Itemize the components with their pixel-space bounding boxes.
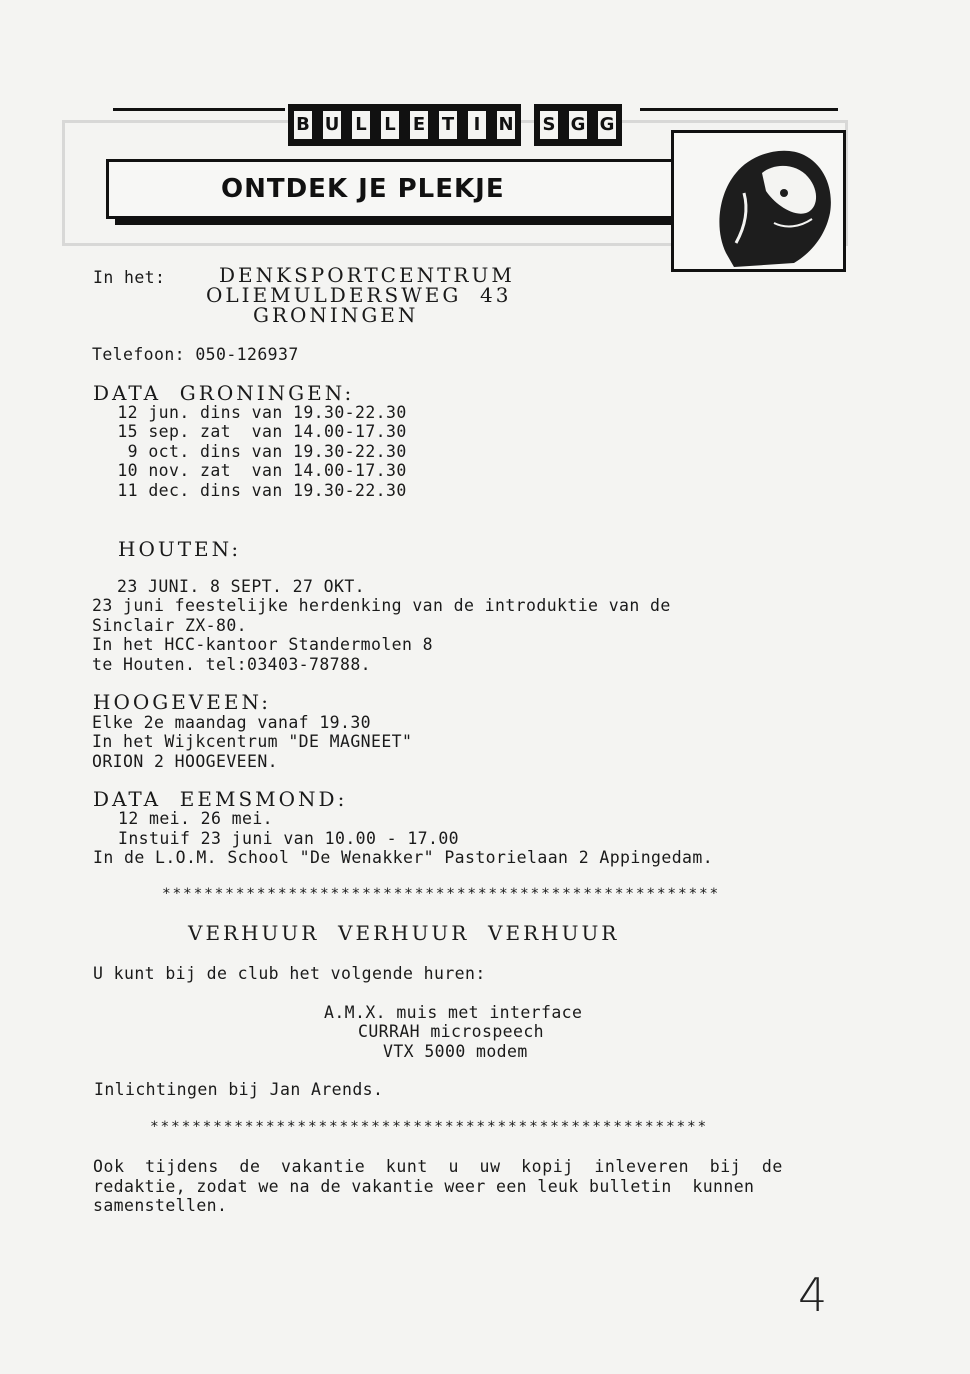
phone-line: Telefoon: 050-126937 — [92, 345, 299, 364]
banner-letter-tile — [592, 104, 622, 146]
banner-letter: B — [292, 109, 314, 141]
venue-name-line3: GRONINGEN — [253, 303, 419, 327]
page-title: ONTDEK JE PLEKJE — [221, 174, 505, 204]
banner-letter: I — [466, 109, 488, 141]
banner-letter: G — [596, 109, 618, 141]
banner-letter: L — [350, 109, 372, 141]
banner-letter: U — [321, 109, 343, 141]
verhuur-item: VTX 5000 modem — [383, 1042, 528, 1061]
banner-letter: S — [538, 109, 560, 141]
verhuur-item: A.M.X. muis met interface — [324, 1003, 583, 1022]
banner-letter-tile — [288, 104, 318, 146]
houten-line2: Sinclair ZX-80. — [92, 616, 248, 635]
title-box — [106, 159, 702, 219]
portrait-illustration — [674, 133, 843, 269]
eemsmond-line1: 12 mei. 26 mei. — [118, 809, 274, 828]
closing-line2: redaktie, zodat we na de vakantie weer een leuk bulletin kunnen — [93, 1177, 755, 1196]
banner-letter: L — [379, 109, 401, 141]
groningen-heading: DATA GRONINGEN: — [93, 381, 355, 405]
hoogeveen-line2: In het Wijkcentrum "DE MAGNEET" — [92, 732, 413, 751]
eemsmond-line3: In de L.O.M. School "De Wenakker" Pastorielaan 2 Appingedam. — [93, 848, 714, 867]
banner-letter-tile — [346, 104, 376, 146]
groningen-date-row: 11 dec. dins van 19.30-22.30 — [107, 481, 407, 500]
banner-letter-tile — [404, 104, 434, 146]
groningen-date-row: 9 oct. dins van 19.30-22.30 — [107, 442, 407, 461]
banner-rule-left — [113, 108, 285, 111]
separator-stars: ***************************************************** — [150, 1119, 709, 1135]
houten-dates: 23 JUNI. 8 SEPT. 27 OKT. — [117, 577, 366, 596]
venue-name-line2: OLIEMULDERSWEG 43 — [206, 283, 512, 307]
closing-line1: Ook tijdens de vakantie kunt u uw kopij inleveren bij de — [93, 1157, 783, 1176]
banner-letter-tile — [563, 104, 593, 146]
banner-letter-tile — [491, 104, 521, 146]
groningen-date-row: 12 jun. dins van 19.30-22.30 — [107, 403, 407, 422]
banner-letter-tile — [317, 104, 347, 146]
banner-letter: E — [408, 109, 430, 141]
hoogeveen-heading: HOOGEVEEN: — [93, 690, 271, 714]
banner-rule-right — [640, 108, 838, 111]
banner-letter: T — [437, 109, 459, 141]
verhuur-heading: VERHUUR VERHUUR VERHUUR — [188, 921, 620, 945]
groningen-date-row: 15 sep. zat van 14.00-17.30 — [107, 422, 407, 441]
houten-heading: HOUTEN: — [118, 537, 242, 561]
showthrough-numeral — [115, 1260, 175, 1329]
banner-letter: N — [495, 109, 517, 141]
banner-letter-tile — [534, 104, 564, 146]
houten-line1: 23 juni feestelijke herdenking van de introduktie van de — [92, 596, 671, 615]
banner-letter-tile — [375, 104, 405, 146]
venue-label: In het: — [93, 268, 166, 287]
houten-line4: te Houten. tel:03403-78788. — [92, 655, 372, 674]
venue-name-line1: DENKSPORTCENTRUM — [219, 263, 515, 287]
portrait-image — [671, 130, 846, 272]
banner-letter: G — [567, 109, 589, 141]
verhuur-intro: U kunt bij de club het volgende huren: — [93, 964, 486, 983]
verhuur-info: Inlichtingen bij Jan Arends. — [94, 1080, 384, 1099]
separator-stars: ***************************************************** — [162, 886, 721, 902]
verhuur-item: CURRAH microspeech — [358, 1022, 545, 1041]
eemsmond-heading: DATA EEMSMOND: — [93, 787, 348, 811]
banner-letter-tile — [462, 104, 492, 146]
eemsmond-line2: Instuif 23 juni van 10.00 - 17.00 — [118, 829, 460, 848]
banner-letter-tile — [433, 104, 463, 146]
hoogeveen-line3: ORION 2 HOOGEVEEN. — [92, 752, 279, 771]
houten-line3: In het HCC-kantoor Standermolen 8 — [92, 635, 434, 654]
page-number: 4 — [798, 1268, 828, 1322]
hoogeveen-line1: Elke 2e maandag vanaf 19.30 — [92, 713, 372, 732]
closing-line3: samenstellen. — [93, 1196, 228, 1215]
groningen-date-row: 10 nov. zat van 14.00-17.30 — [107, 461, 407, 480]
